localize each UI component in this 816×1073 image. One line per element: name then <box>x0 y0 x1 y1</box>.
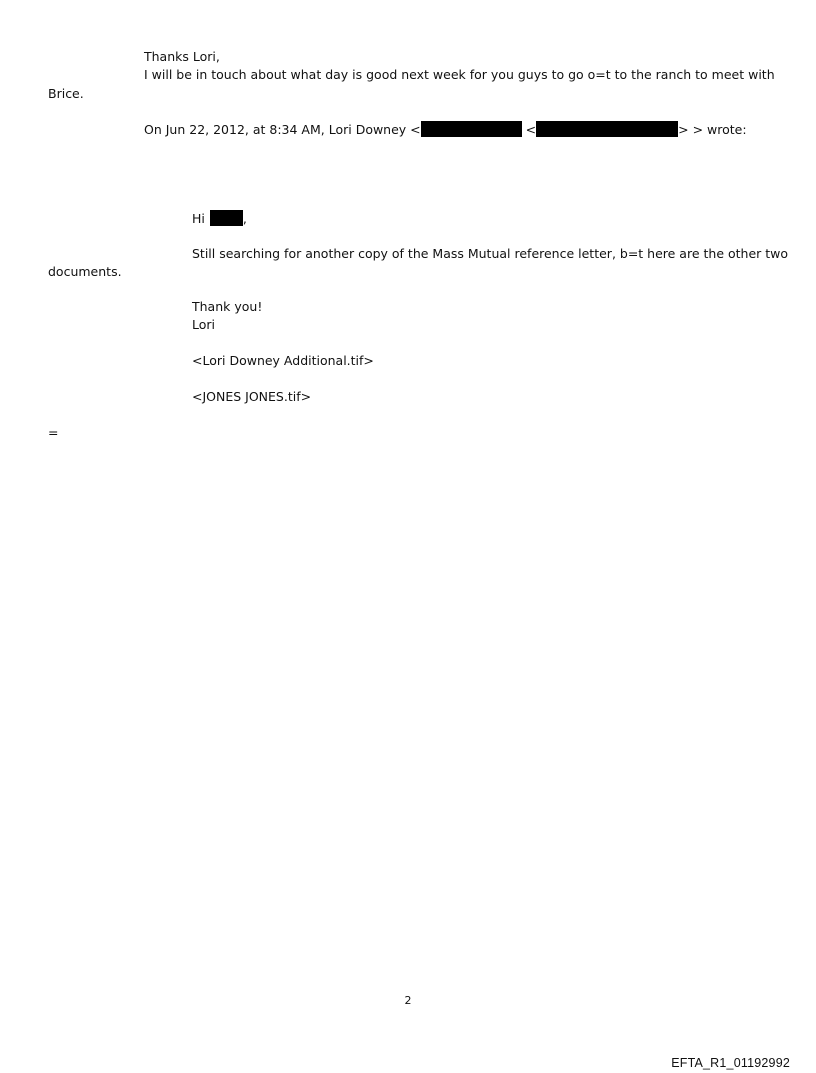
salutation-suffix: , <box>242 211 247 226</box>
document-id: EFTA_R1_01192992 <box>671 1056 790 1070</box>
attachment-2: <JONES JONES.tif> <box>192 389 312 404</box>
quote-header-suffix: > > wrote: <box>678 122 747 137</box>
page-number: 2 <box>404 994 412 1007</box>
quote-header <box>144 121 747 138</box>
reply-body-line1: I will be in touch about what day is good next week for you guys to go o=t to the ranch to meet with <box>144 67 775 82</box>
trailing-mark: = <box>48 425 59 440</box>
reply-greeting: Thanks Lori, <box>144 49 220 64</box>
reply-body-line2: Brice. <box>48 86 84 101</box>
quoted-body-line1: Still searching for another copy of the Mass Mutual reference letter, b=t here are the other two <box>192 246 789 261</box>
quoted-body-line2: documents. <box>48 264 122 279</box>
quote-header-between: < <box>525 122 537 137</box>
redaction-block <box>421 121 522 137</box>
quoted-signoff: Thank you! <box>192 299 263 314</box>
quoted-signature: Lori <box>192 317 216 332</box>
quoted-salutation <box>192 210 247 227</box>
quote-header-prefix: On Jun 22, 2012, at 8:34 AM, Lori Downey < <box>144 122 421 137</box>
salutation-prefix: Hi <box>192 211 205 226</box>
redaction-block <box>210 210 243 226</box>
redaction-block <box>536 121 678 137</box>
attachment-1: <Lori Downey Additional.tif> <box>192 353 374 368</box>
